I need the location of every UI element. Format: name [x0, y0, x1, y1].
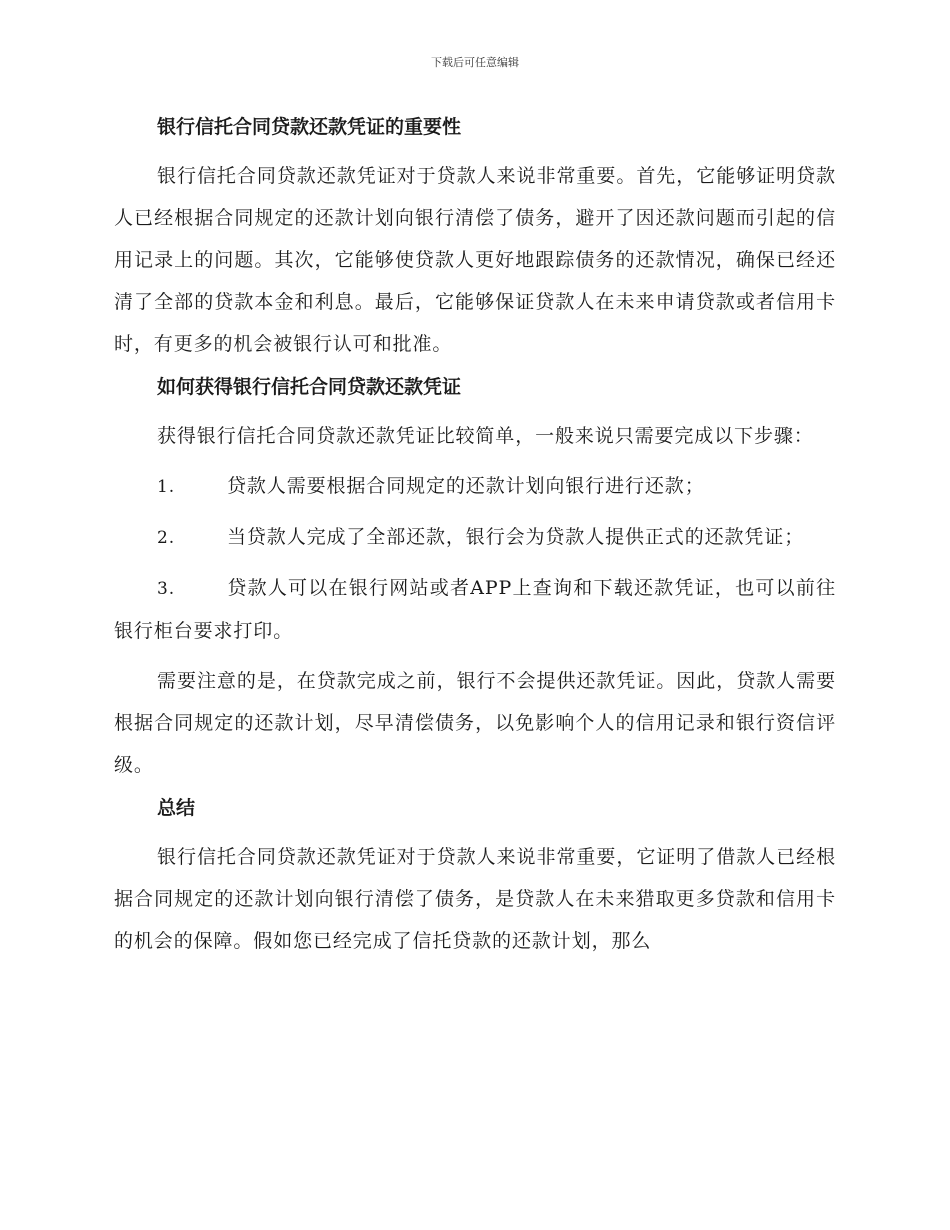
list-number: 3.	[157, 579, 176, 599]
paragraph-note: 需要注意的是，在贷款完成之前，银行不会提供还款凭证。因此，贷款人需要根据合同规定的还款计划，尽早清偿债务，以免影响个人的信用记录和银行资信评级。	[114, 670, 836, 776]
section-heading-importance: 银行信托合同贷款还款凭证的重要性	[157, 116, 462, 138]
list-number: 2.	[157, 528, 176, 548]
document-body	[114, 113, 836, 962]
section-heading-summary: 总结	[157, 797, 196, 819]
list-item-step-2	[114, 516, 836, 559]
list-item-text: 贷款人需要根据合同规定的还款计划向银行进行还款；	[227, 475, 705, 497]
paragraph-how-to-obtain: 获得银行信托合同贷款还款凭证比较简单，一般来说只需要完成以下步骤：	[157, 425, 814, 447]
section-heading-how-to-obtain: 如何获得银行信托合同贷款还款凭证	[157, 376, 462, 398]
list-item-step-3	[114, 567, 836, 652]
list-item-text: 当贷款人完成了全部还款，银行会为贷款人提供正式的还款凭证；	[227, 526, 805, 548]
list-item-text: 贷款人可以在银行网站或者APP上查询和下载还款凭证，也可以前往银行柜台要求打印。	[114, 577, 836, 642]
page-header: 下载后可任意编辑	[431, 56, 519, 69]
paragraph-summary: 银行信托合同贷款还款凭证对于贷款人来说非常重要，它证明了借款人已经根据合同规定的还款计划向银行清偿了债务，是贷款人在未来猎取更多贷款和信用卡的机会的保障。假如您已经完成了信托贷款的还款计划，那么	[114, 846, 836, 952]
list-item-step-1	[114, 465, 836, 508]
paragraph-importance: 银行信托合同贷款还款凭证对于贷款人来说非常重要。首先，它能够证明贷款人已经根据合同规定的还款计划向银行清偿了债务，避开了因还款问题而引起的信用记录上的问题。其次，它能够使贷款人更好地跟踪债务的还款情况，确保已经还清了全部的贷款本金和利息。最后，它能够保证贷款人在未来申请贷款或者信用卡时，有更多的机会被银行认可和批准。	[114, 165, 836, 355]
list-number: 1.	[157, 477, 176, 497]
